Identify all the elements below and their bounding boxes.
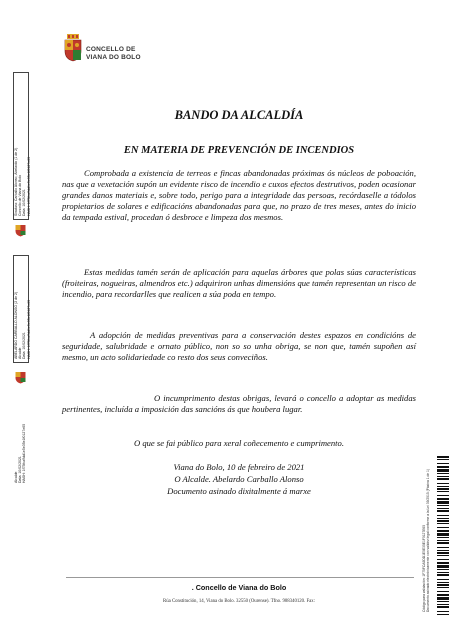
barcode-bar bbox=[437, 591, 449, 592]
barcode-bar bbox=[437, 456, 449, 458]
barcode-bar bbox=[437, 606, 449, 608]
document-title: BANDO DA ALCALDÍA bbox=[174, 108, 304, 122]
signature-text bbox=[14, 148, 31, 216]
barcode-bar bbox=[437, 483, 449, 484]
barcode-bar bbox=[437, 515, 449, 516]
barcode-bar bbox=[437, 594, 449, 596]
barcode-bar bbox=[437, 523, 449, 524]
barcode-bar bbox=[437, 574, 449, 576]
barcode-bar bbox=[437, 520, 449, 522]
signature-line: Data: 10/02/2021 bbox=[22, 189, 27, 216]
barcode-bar bbox=[437, 478, 449, 480]
footer-title: . Concello de Viana do Bolo bbox=[191, 583, 287, 592]
paragraph-2: Estas medidas tamén serán de aplicación para aquelas árbores que polas súas características (froiteiras, nogueiras, almendros etc.) adquiriron unhas dimensións que tamén representan un risco de incendio, para recordarlles que realicen a súa poda en tempo. bbox=[62, 267, 416, 299]
barcode-bar bbox=[437, 488, 449, 490]
barcode-bar bbox=[437, 495, 449, 496]
signature-line: HASH: 1f75fca9dd1e5e35e1f0127e65 bbox=[26, 156, 31, 216]
brand-line-1: CONCELLO DE bbox=[86, 46, 136, 53]
barcode-bar bbox=[437, 508, 449, 509]
barcode-bar bbox=[437, 550, 449, 551]
barcode-bar bbox=[437, 537, 449, 538]
signature-text-secondary bbox=[14, 424, 27, 483]
signature-block-1 bbox=[13, 72, 29, 247]
paragraph-3: A adopción de medidas preventivas para a conservación destes espazos en condicións de seguridade, salubridade e ornato público, non so so unha obriga, se non que, tamén supoñen así mesmo, un acto solidariedade co resto dos seus conveciños. bbox=[62, 330, 416, 362]
signature-line: Concello de Viana do Bolo bbox=[18, 174, 23, 216]
barcode-bar bbox=[437, 582, 449, 583]
barcode-bar bbox=[437, 469, 449, 472]
signature-text bbox=[14, 292, 31, 359]
barcode-bar bbox=[437, 572, 449, 573]
document-subtitle: EN MATERIA DE PREVENCIÓN DE INCENDIOS bbox=[123, 145, 355, 156]
barcode-bar bbox=[437, 510, 449, 512]
header-logo bbox=[64, 34, 184, 74]
signature-line: Sinatura: Carballo Alonso, Abelardo (1 de 2) bbox=[14, 147, 18, 216]
barcode-bar bbox=[437, 530, 449, 532]
barcode-bar bbox=[437, 587, 449, 588]
barcode-bar bbox=[437, 498, 449, 500]
signature-name: O Alcalde. Abelardo Carballo Alonso bbox=[174, 474, 304, 484]
barcode-bar bbox=[437, 505, 449, 506]
barcode-bar bbox=[437, 491, 449, 492]
barcode-bar bbox=[437, 463, 449, 464]
barcode-bar bbox=[437, 597, 449, 600]
paragraph-4: O incumprimento destas obrigas, levará o concello a adoptar as medidas pertinentes, incluída a imposición das sancións ás que houbera lugar. bbox=[62, 393, 416, 414]
footer-divider bbox=[66, 577, 414, 578]
coat-of-arms-icon bbox=[15, 371, 26, 384]
barcode-bar bbox=[437, 501, 449, 504]
barcode-bar bbox=[437, 559, 449, 560]
barcode-bar bbox=[437, 614, 449, 615]
brand-name bbox=[86, 46, 141, 62]
signature-note: Documento asinado dixitalmente á marxe bbox=[167, 486, 311, 496]
signature-line: Alcalde bbox=[18, 347, 23, 359]
validation-line: Código para validación: 1F75FCA9DD1E5E35E1F0127E65 bbox=[422, 524, 426, 612]
signature-line: HASH: 1f75fca9dd1e5e35e1f0127e65 bbox=[26, 299, 31, 359]
barcode-bar bbox=[437, 547, 449, 548]
barcode-bar bbox=[437, 601, 449, 602]
footer-address: Rúa Constitución, 14, Viana do Bolo. 32550 (Ourense). Tfno. 988340120. Fax: bbox=[163, 599, 315, 604]
barcode-bar bbox=[437, 459, 449, 460]
signature-line: HASH: 1f75fca9dd1e5e35e1f0127e65 bbox=[22, 423, 27, 483]
coat-of-arms-icon bbox=[64, 34, 82, 62]
signature-block-2 bbox=[13, 255, 29, 485]
closing-line: O que se fai público para xeral coñecemento e cumprimento. bbox=[133, 438, 344, 448]
barcode-bar bbox=[437, 542, 449, 544]
signature-line: Data: 10/02/2021 bbox=[18, 456, 23, 483]
signature-line: Data: 10/02/2021 bbox=[22, 332, 27, 359]
barcode-bar bbox=[437, 466, 449, 468]
barcode-bar bbox=[437, 584, 449, 586]
barcode-icon bbox=[437, 456, 449, 616]
barcode-bar bbox=[437, 540, 449, 541]
barcode-bar bbox=[437, 533, 449, 536]
coat-of-arms-icon bbox=[15, 224, 26, 237]
barcode-bar bbox=[437, 604, 449, 605]
barcode-bar bbox=[437, 486, 449, 487]
signature-line: ABELARDO CARBALLO ALONSO (2 de 2) bbox=[14, 291, 18, 359]
barcode-bar bbox=[437, 518, 449, 519]
barcode-bar bbox=[437, 565, 449, 568]
barcode-bar bbox=[437, 579, 449, 580]
signature-date: Viana do Bolo, 10 de febreiro de 2021 bbox=[173, 462, 305, 472]
barcode-bar bbox=[437, 473, 449, 474]
barcode-bar bbox=[437, 555, 449, 556]
barcode-bar bbox=[437, 562, 449, 564]
brand-line-2: VIANA DO BOLO bbox=[86, 54, 141, 61]
barcode-bar bbox=[437, 569, 449, 570]
barcode-bar bbox=[437, 476, 449, 477]
signature-line: Alcalde bbox=[14, 471, 18, 483]
validation-text bbox=[422, 469, 430, 612]
barcode-bar bbox=[437, 527, 449, 528]
paragraph-1: Comprobada a existencia de terreos e fincas abandonadas próximas ós núcleos de poboación, nas que a vexetación supón un evidente risco de incendio e cuxos efectos destrutivos, poden ocasionar grandes danos materiais e, sobre todo, perigo para a integridade das persoas, recórdaselle a tódolos propietarios de solares e edificacións abandonadas para que, no prazo de tres meses, antes do inicio da tempada estival, procedan ó desbroce e limpeza dos mesmos. bbox=[62, 168, 416, 222]
barcode-bar bbox=[437, 552, 449, 554]
barcode-bar bbox=[437, 611, 449, 612]
validation-line: Documento asinado electrónicamente con validez legal conforme a la Lei 39/2015 (Páxina 1 de 1) bbox=[426, 469, 431, 612]
